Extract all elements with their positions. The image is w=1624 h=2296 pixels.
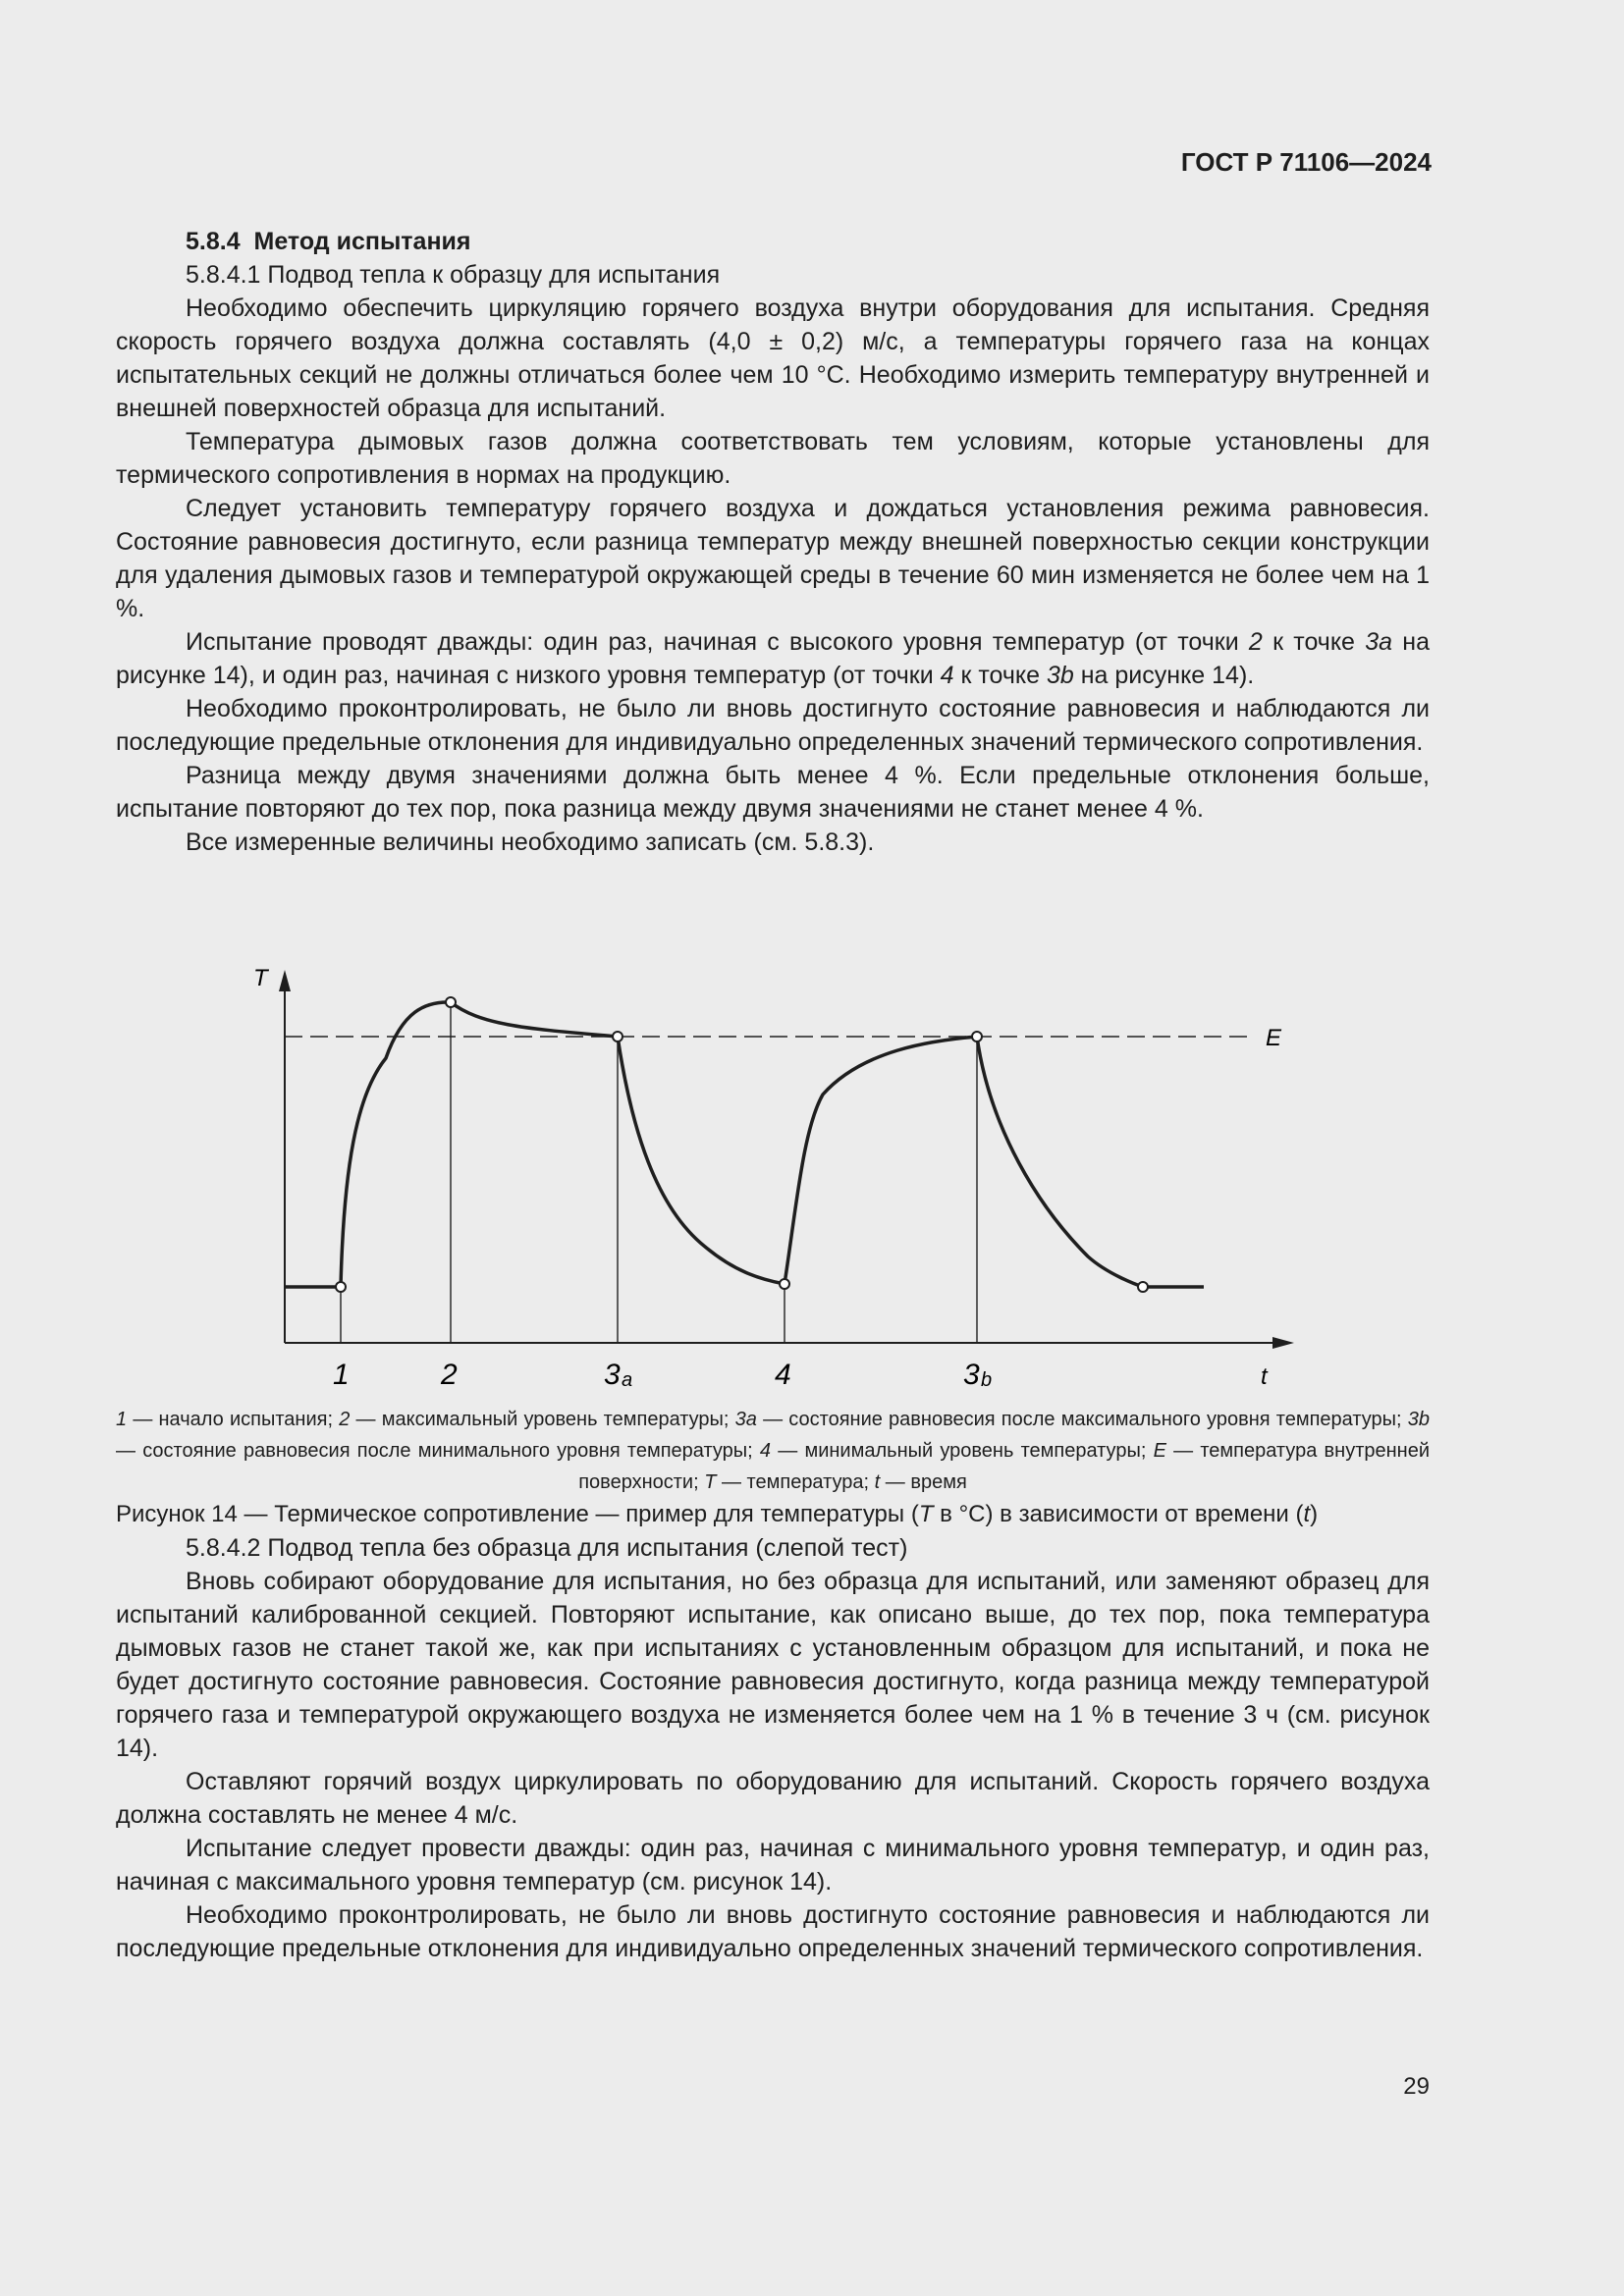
section-title: Метод испытания bbox=[253, 228, 471, 255]
text-run: к точке bbox=[953, 662, 1047, 689]
legend-text: — состояние равновесия после максимального уровня температуры; bbox=[756, 1409, 1408, 1430]
legend-key: 4 bbox=[759, 1440, 772, 1462]
paragraph: Разница между двумя значениями должна быть менее 4 %. Если предельные отклонения больше, испытание повторяют до тех пор, пока разница между двумя значениями не станет менее 4 %. bbox=[116, 762, 1430, 823]
point-ref: 4 bbox=[940, 662, 954, 689]
figure-14 bbox=[116, 874, 1430, 1404]
paragraph: Все измеренные величины необходимо записать (см. 5.8.3). bbox=[186, 828, 875, 856]
legend-text: — время bbox=[880, 1471, 967, 1493]
caption-symbol: T bbox=[918, 1501, 934, 1527]
text-run: Испытание проводят дважды: один раз, начиная с высокого уровня температур (от точки bbox=[186, 628, 1249, 656]
legend-text: — температура внутренней поверхности; bbox=[578, 1440, 1431, 1493]
legend-text: — начало испытания; bbox=[127, 1409, 340, 1430]
legend-key: T bbox=[704, 1471, 717, 1493]
legend-text: — максимальный уровень температуры; bbox=[350, 1409, 735, 1430]
point-2 bbox=[446, 997, 456, 1007]
point-ref: 2 bbox=[1248, 628, 1263, 656]
point-4 bbox=[780, 1279, 789, 1289]
legend-text: — состояние равновесия после минимального уровня температуры; bbox=[116, 1440, 760, 1462]
legend-key: 3a bbox=[734, 1409, 757, 1430]
figure-caption bbox=[116, 1498, 1430, 1531]
legend-key: 2 bbox=[339, 1409, 351, 1430]
legend-key: 1 bbox=[116, 1409, 128, 1430]
y-axis-label: T bbox=[253, 965, 268, 991]
paragraph: Вновь собирают оборудование для испытания, но без образца для испытаний, или заменяют образец для испытаний калиброванной секцией. Повторяют испытание, как описано выше, до тех пор, пока температура дымовых газов не станет такой же, как при испытаниях с установленным образцом для испытаний, и пока не будет достигнуто состояние равновесия. Состояние равновесия достигнуто, когда разница между температурой горячего газа и температурой окружающего воздуха не изменяется более чем на 1 % в течение 3 ч (см. рисунок 14). bbox=[116, 1568, 1430, 1762]
tick-label-3b: 3 bbox=[963, 1359, 980, 1391]
page-number: 29 bbox=[1403, 2073, 1430, 2100]
figure-legend bbox=[116, 1404, 1430, 1498]
point-3b bbox=[972, 1032, 982, 1041]
point-ref: 3a bbox=[1365, 628, 1393, 656]
y-axis-arrow bbox=[279, 970, 291, 991]
tick-label-3a: 3 bbox=[604, 1359, 621, 1391]
point-ref: 3b bbox=[1046, 662, 1074, 689]
subsection-heading: 5.8.4.1 Подвод тепла к образцу для испытания bbox=[186, 261, 721, 289]
section-heading bbox=[116, 225, 1430, 258]
legend-key: 3b bbox=[1407, 1409, 1430, 1430]
document-id-header: ГОСТ Р 71106—2024 bbox=[1180, 147, 1432, 177]
tick-sub-3a: a bbox=[622, 1369, 633, 1391]
paragraph bbox=[116, 625, 1430, 692]
temperature-time-diagram bbox=[116, 874, 1430, 1404]
page-content bbox=[116, 225, 1430, 1965]
paragraph: Необходимо обеспечить циркуляцию горячего воздуха внутри оборудования для испытания. Средняя скорость горячего воздуха должна составлять (4,0 ± 0,2) м/с, а температуры горячего газа на концах испытательных секций не должны отличаться более чем 10 °С. Необходимо измерить температуру внутренней и внешней поверхностей образца для испытаний. bbox=[116, 294, 1430, 422]
x-axis-arrow bbox=[1272, 1337, 1294, 1349]
caption-text: ) bbox=[1310, 1501, 1319, 1527]
section-number: 5.8.4 bbox=[186, 228, 241, 255]
subsection-heading: 5.8.4.2 Подвод тепла без образца для испытания (слепой тест) bbox=[186, 1534, 908, 1562]
point-end bbox=[1138, 1282, 1148, 1292]
temperature-curve bbox=[285, 1002, 1204, 1287]
paragraph: Испытание следует провести дважды: один раз, начиная с минимального уровня температур, и один раз, начиная с максимального уровня температур (см. рисунок 14). bbox=[116, 1835, 1430, 1896]
paragraph: Необходимо проконтролировать, не было ли вновь достигнуто состояние равновесия и наблюдаются ли последующие предельные отклонения для индивидуально определенных значений термического сопротивления. bbox=[116, 1901, 1430, 1962]
tick-label-1: 1 bbox=[333, 1359, 350, 1391]
x-axis-label: t bbox=[1261, 1363, 1268, 1390]
tick-label-4: 4 bbox=[775, 1359, 791, 1391]
caption-symbol: t bbox=[1303, 1501, 1311, 1527]
paragraph: Температура дымовых газов должна соответствовать тем условиям, которые установлены для термического сопротивления в нормах на продукцию. bbox=[116, 428, 1430, 489]
legend-key: t bbox=[874, 1471, 881, 1493]
text-run: на рисунке 14), и один раз, начиная с низкого уровня температур (от точки bbox=[116, 628, 1430, 689]
caption-text: Рисунок 14 — Термическое сопротивление — пример для температуры ( bbox=[116, 1501, 919, 1527]
caption-text: в °С) в зависимости от времени ( bbox=[933, 1501, 1304, 1527]
paragraph: Оставляют горячий воздух циркулировать по оборудованию для испытаний. Скорость горячего воздуха должна составлять не менее 4 м/с. bbox=[116, 1768, 1430, 1829]
legend-key: E bbox=[1153, 1440, 1166, 1462]
legend-text: — температура; bbox=[716, 1471, 875, 1493]
tick-sub-3b: b bbox=[981, 1369, 993, 1391]
legend-text: — минимальный уровень температуры; bbox=[771, 1440, 1154, 1462]
text-run: к точке bbox=[1262, 628, 1366, 656]
text-run: на рисунке 14). bbox=[1073, 662, 1255, 689]
paragraph: Следует установить температуру горячего воздуха и дождаться установления режима равновесия. Состояние равновесия достигнуто, если разница температур между внешней поверхностью секции конструкции для удаления дымовых газов и температурой окружающей среды в течение 60 мин изменяется не более чем на 1 %. bbox=[116, 495, 1430, 622]
tick-label-2: 2 bbox=[441, 1359, 458, 1391]
point-1 bbox=[336, 1282, 346, 1292]
point-3a bbox=[613, 1032, 623, 1041]
e-line-label: E bbox=[1266, 1025, 1282, 1051]
paragraph: Необходимо проконтролировать, не было ли вновь достигнуто состояние равновесия и наблюдаются ли последующие предельные отклонения для индивидуально определенных значений термического сопротивления. bbox=[116, 695, 1430, 756]
